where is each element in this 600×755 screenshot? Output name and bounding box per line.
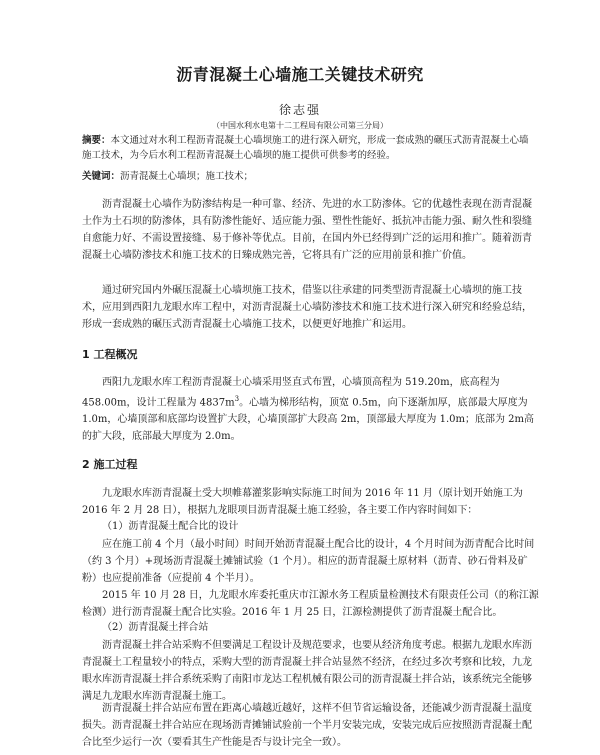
subsection-2-paragraph-2: 沥青混凝土拌合站应布置在距离心墙越近越好，这样不但节省运输设备，还能减少沥青混凝土温度损失。沥青混凝土拌合站应在现场沥青摊铺试验前一个半月安装完成，安装完成后应按照沥青混凝土配合比至少运行一次（要看其生产性能是否与设计完全一致）。 xyxy=(82,703,532,748)
section-1-text-rest: 。心墙为梯形结构，顶宽 0.5m，向下逐渐加厚，底部最大厚度为1.0m，心墙顶部和底部均设置扩大段，心墙顶部扩大段高 2m，顶部最大厚度为 1.0m；底部为 2m高的扩大段，底部最大厚度为 2.0m。 xyxy=(82,397,534,443)
subsection-1-paragraph-1: 应在施工前 4 个月（最小时间）时间开始沥青混凝土配合比的设计，4 个月时间为沥青配合比时间（约 3 个月）+现场沥青混凝土摊铺试验（1 个月）。相应的沥青混凝土原材料（沥青、砂石骨料及矿粉）也应提前准备（应提前 4 个半月）。 xyxy=(82,539,535,584)
abstract-text: 本文通过对水利工程沥青混凝土心墙坝施工的进行深入研究，形成一套成熟的碾压式沥青混凝土心墙施工技术，为今后水利工程沥青混凝土心墙坝的施工提供可供参考的经验。 xyxy=(82,135,529,161)
author-affiliation: （中国水利水电第十二工程局有限公司第三分局） xyxy=(212,121,388,130)
section-1-text-main: 西阳九龙眼水库工程沥青混凝土心墙采用竖直式布置，心墙顶高程为 519.20m，底高程为458.00m，设计工程量为 4837m xyxy=(82,377,500,409)
intro-paragraph-2: 通过研究国内外碾压混凝土心墙坝施工技术，借鉴以往承建的同类型沥青混凝土心墙坝的施工技术，应用到西阳九龙眼水库工程中，对沥青混凝土心墙防渗技术和施工技术进行深入研究和经验总结，形成一套成熟的碾压式沥青混凝土心墙施工技术，以便更好地推广和运用。 xyxy=(82,285,532,330)
paper-title: 沥青混凝土心墙施工关键技术研究 xyxy=(176,65,424,84)
keywords xyxy=(82,168,532,182)
section-2-heading: 2 施工过程 xyxy=(82,458,138,471)
subsection-1-heading: （1）沥青混凝土配合比的设计 xyxy=(102,521,239,532)
section-1-heading: 1 工程概况 xyxy=(82,348,138,361)
section-1-paragraph xyxy=(82,374,540,445)
keywords-label: 关键词： xyxy=(82,171,121,182)
author-name: 徐志强 xyxy=(278,103,321,117)
section-2-intro: 九龙眼水库沥青混凝土受大坝帷幕灌浆影响实际施工时间为 2016 年 11 月（原计划开始施工为 2016 年 2 月 28 日），根据九龙眼项目沥青混凝土施工经验，各主要工作内容时间如下： xyxy=(82,488,523,516)
intro-paragraph-1: 沥青混凝土心墙作为防渗结构是一种可靠、经济、先进的水工防渗体。它的优越性表现在沥青混凝土作为土石坝的防渗体，具有防渗性能好、适应能力强、塑性性能好、抵抗冲击能力强、耐久性和裂缝自愈能力好、不需设置接缝、易于修补等优点。目前，在国内外已经得到广泛的运用和推广。随着沥青混凝土心墙防渗技术和施工技术的日臻成熟完善，它将具有广泛的应用前景和推广价值。 xyxy=(82,199,532,261)
abstract-label: 摘要： xyxy=(82,135,111,146)
subsection-2-heading: （2）沥青混凝土拌合站 xyxy=(102,622,209,633)
keywords-text: 沥青混凝土心墙坝；施工技术； xyxy=(120,171,254,182)
cubic-superscript: 3 xyxy=(234,395,240,403)
subsection-1-paragraph-2: 2015 年 10 月 28 日，九龙眼水库委托重庆市江源水务工程质量检测技术有限责任公司（的称江源检测）进行沥青混凝土配合比实验。2016 年 1 月 25 日，江源检测提供了沥青混凝土配合比。 xyxy=(82,590,539,618)
abstract xyxy=(82,133,532,163)
subsection-2-paragraph-1: 沥青混凝土拌合站采购不但要满足工程设计及规范要求，也要从经济角度考虑。根据九龙眼水库沥青混凝土工程量较小的特点，采购大型的沥青混凝土拌合站显然不经济，在经过多次考察和比较，九龙眼水库沥青混凝土拌合系统采购了南阳市龙达工程机械有限公司的沥青混凝土拌合站，该系统完全能够满足九龙眼水库沥青混凝土施工。 xyxy=(82,640,532,702)
